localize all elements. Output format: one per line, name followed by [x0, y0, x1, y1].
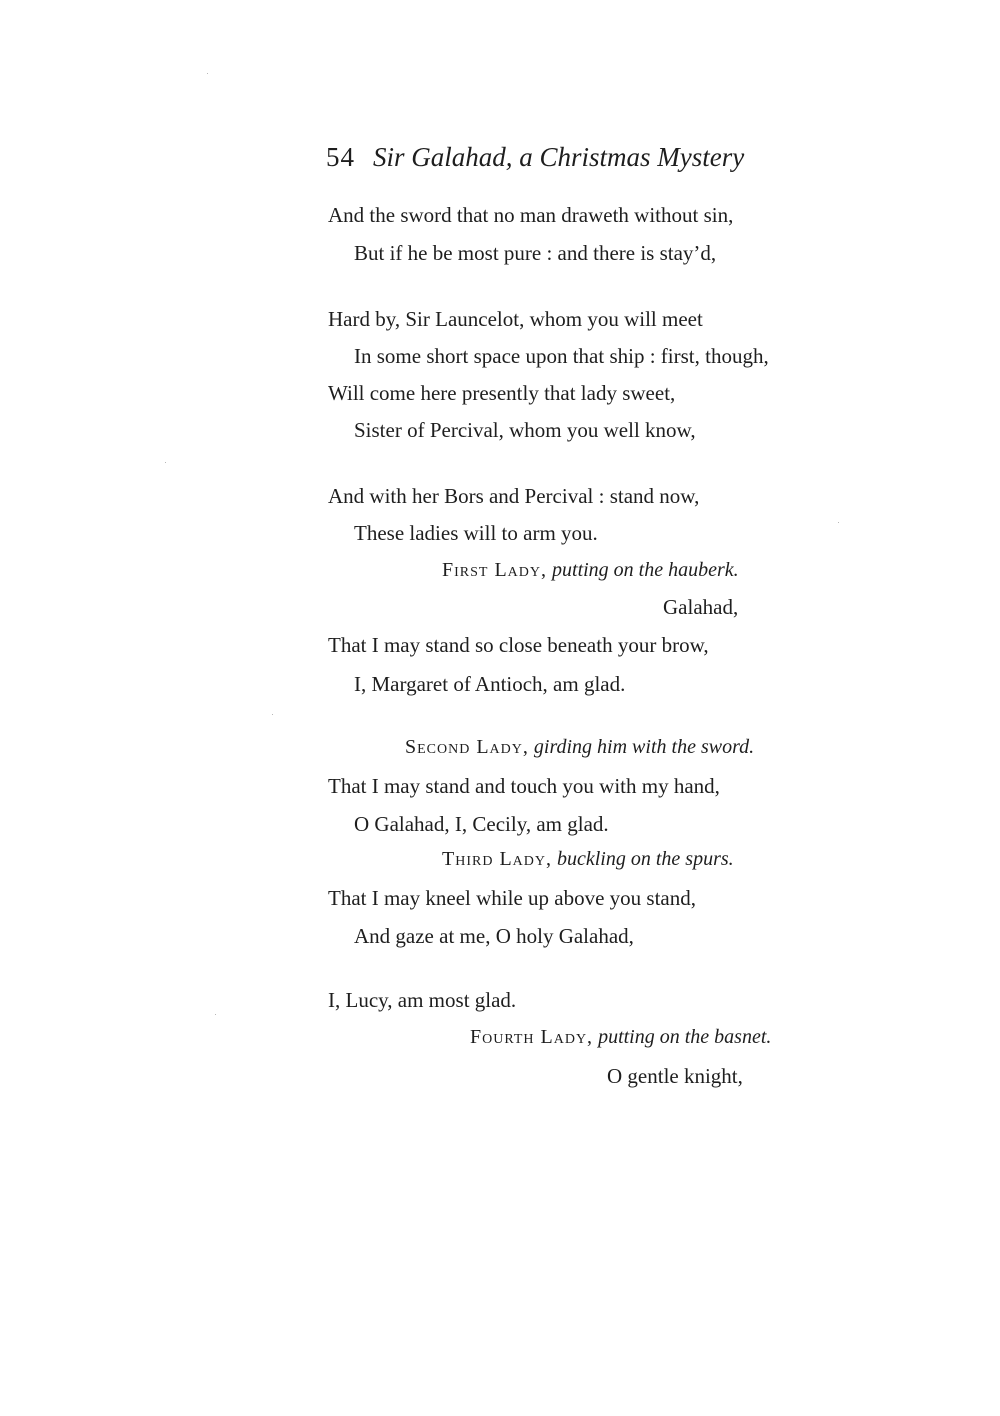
speaker-name: First Lady,: [442, 559, 548, 581]
verse-line: I, Margaret of Antioch, am glad.: [354, 672, 626, 696]
verse-line: These ladies will to arm you.: [354, 521, 598, 545]
verse-line: That I may kneel while up above you stand,: [328, 886, 696, 910]
speaker-name: Third Lady,: [442, 848, 552, 870]
verse-line: O gentle knight,: [607, 1064, 743, 1088]
speaker-heading-first-lady: [442, 560, 739, 580]
stage-direction: putting on the hauberk.: [552, 559, 739, 581]
scan-speck: [838, 522, 839, 523]
running-title: Sir Galahad, a Christmas Mystery: [373, 142, 745, 172]
scan-speck: [272, 714, 273, 715]
verse-line: Hard by, Sir Launcelot, whom you will meet: [328, 307, 703, 331]
speaker-name: Fourth Lady,: [470, 1026, 594, 1048]
speaker-heading-fourth-lady: [470, 1027, 771, 1047]
page-number: 54: [326, 142, 355, 172]
verse-line: And the sword that no man draweth without sin,: [328, 203, 734, 227]
speaker-heading-second-lady: [405, 737, 754, 757]
verse-line: I, Lucy, am most glad.: [328, 988, 517, 1012]
verse-line: O Galahad, I, Cecily, am glad.: [354, 812, 609, 836]
speaker-name: Second Lady,: [405, 736, 529, 758]
scan-speck: [215, 1014, 216, 1015]
scan-speck: [165, 462, 166, 463]
verse-line: Galahad,: [663, 595, 739, 619]
verse-line: Sister of Percival, whom you well know,: [354, 418, 696, 442]
verse-line: Will come here presently that lady sweet,: [328, 381, 676, 405]
verse-line: And with her Bors and Percival : stand now,: [328, 484, 700, 508]
scan-speck: [207, 73, 208, 74]
speaker-heading-third-lady: [442, 849, 734, 869]
stage-direction: putting on the basnet.: [598, 1026, 772, 1048]
verse-line: That I may stand so close beneath your brow,: [328, 633, 709, 657]
stage-direction: buckling on the spurs.: [557, 848, 734, 870]
verse-line: But if he be most pure : and there is stay’d,: [354, 241, 717, 265]
page-header: [326, 142, 744, 173]
verse-line: In some short space upon that ship : first, though,: [354, 344, 769, 368]
stage-direction: girding him with the sword.: [533, 736, 755, 758]
verse-line: And gaze at me, O holy Galahad,: [354, 924, 634, 948]
verse-line: That I may stand and touch you with my hand,: [328, 774, 720, 798]
